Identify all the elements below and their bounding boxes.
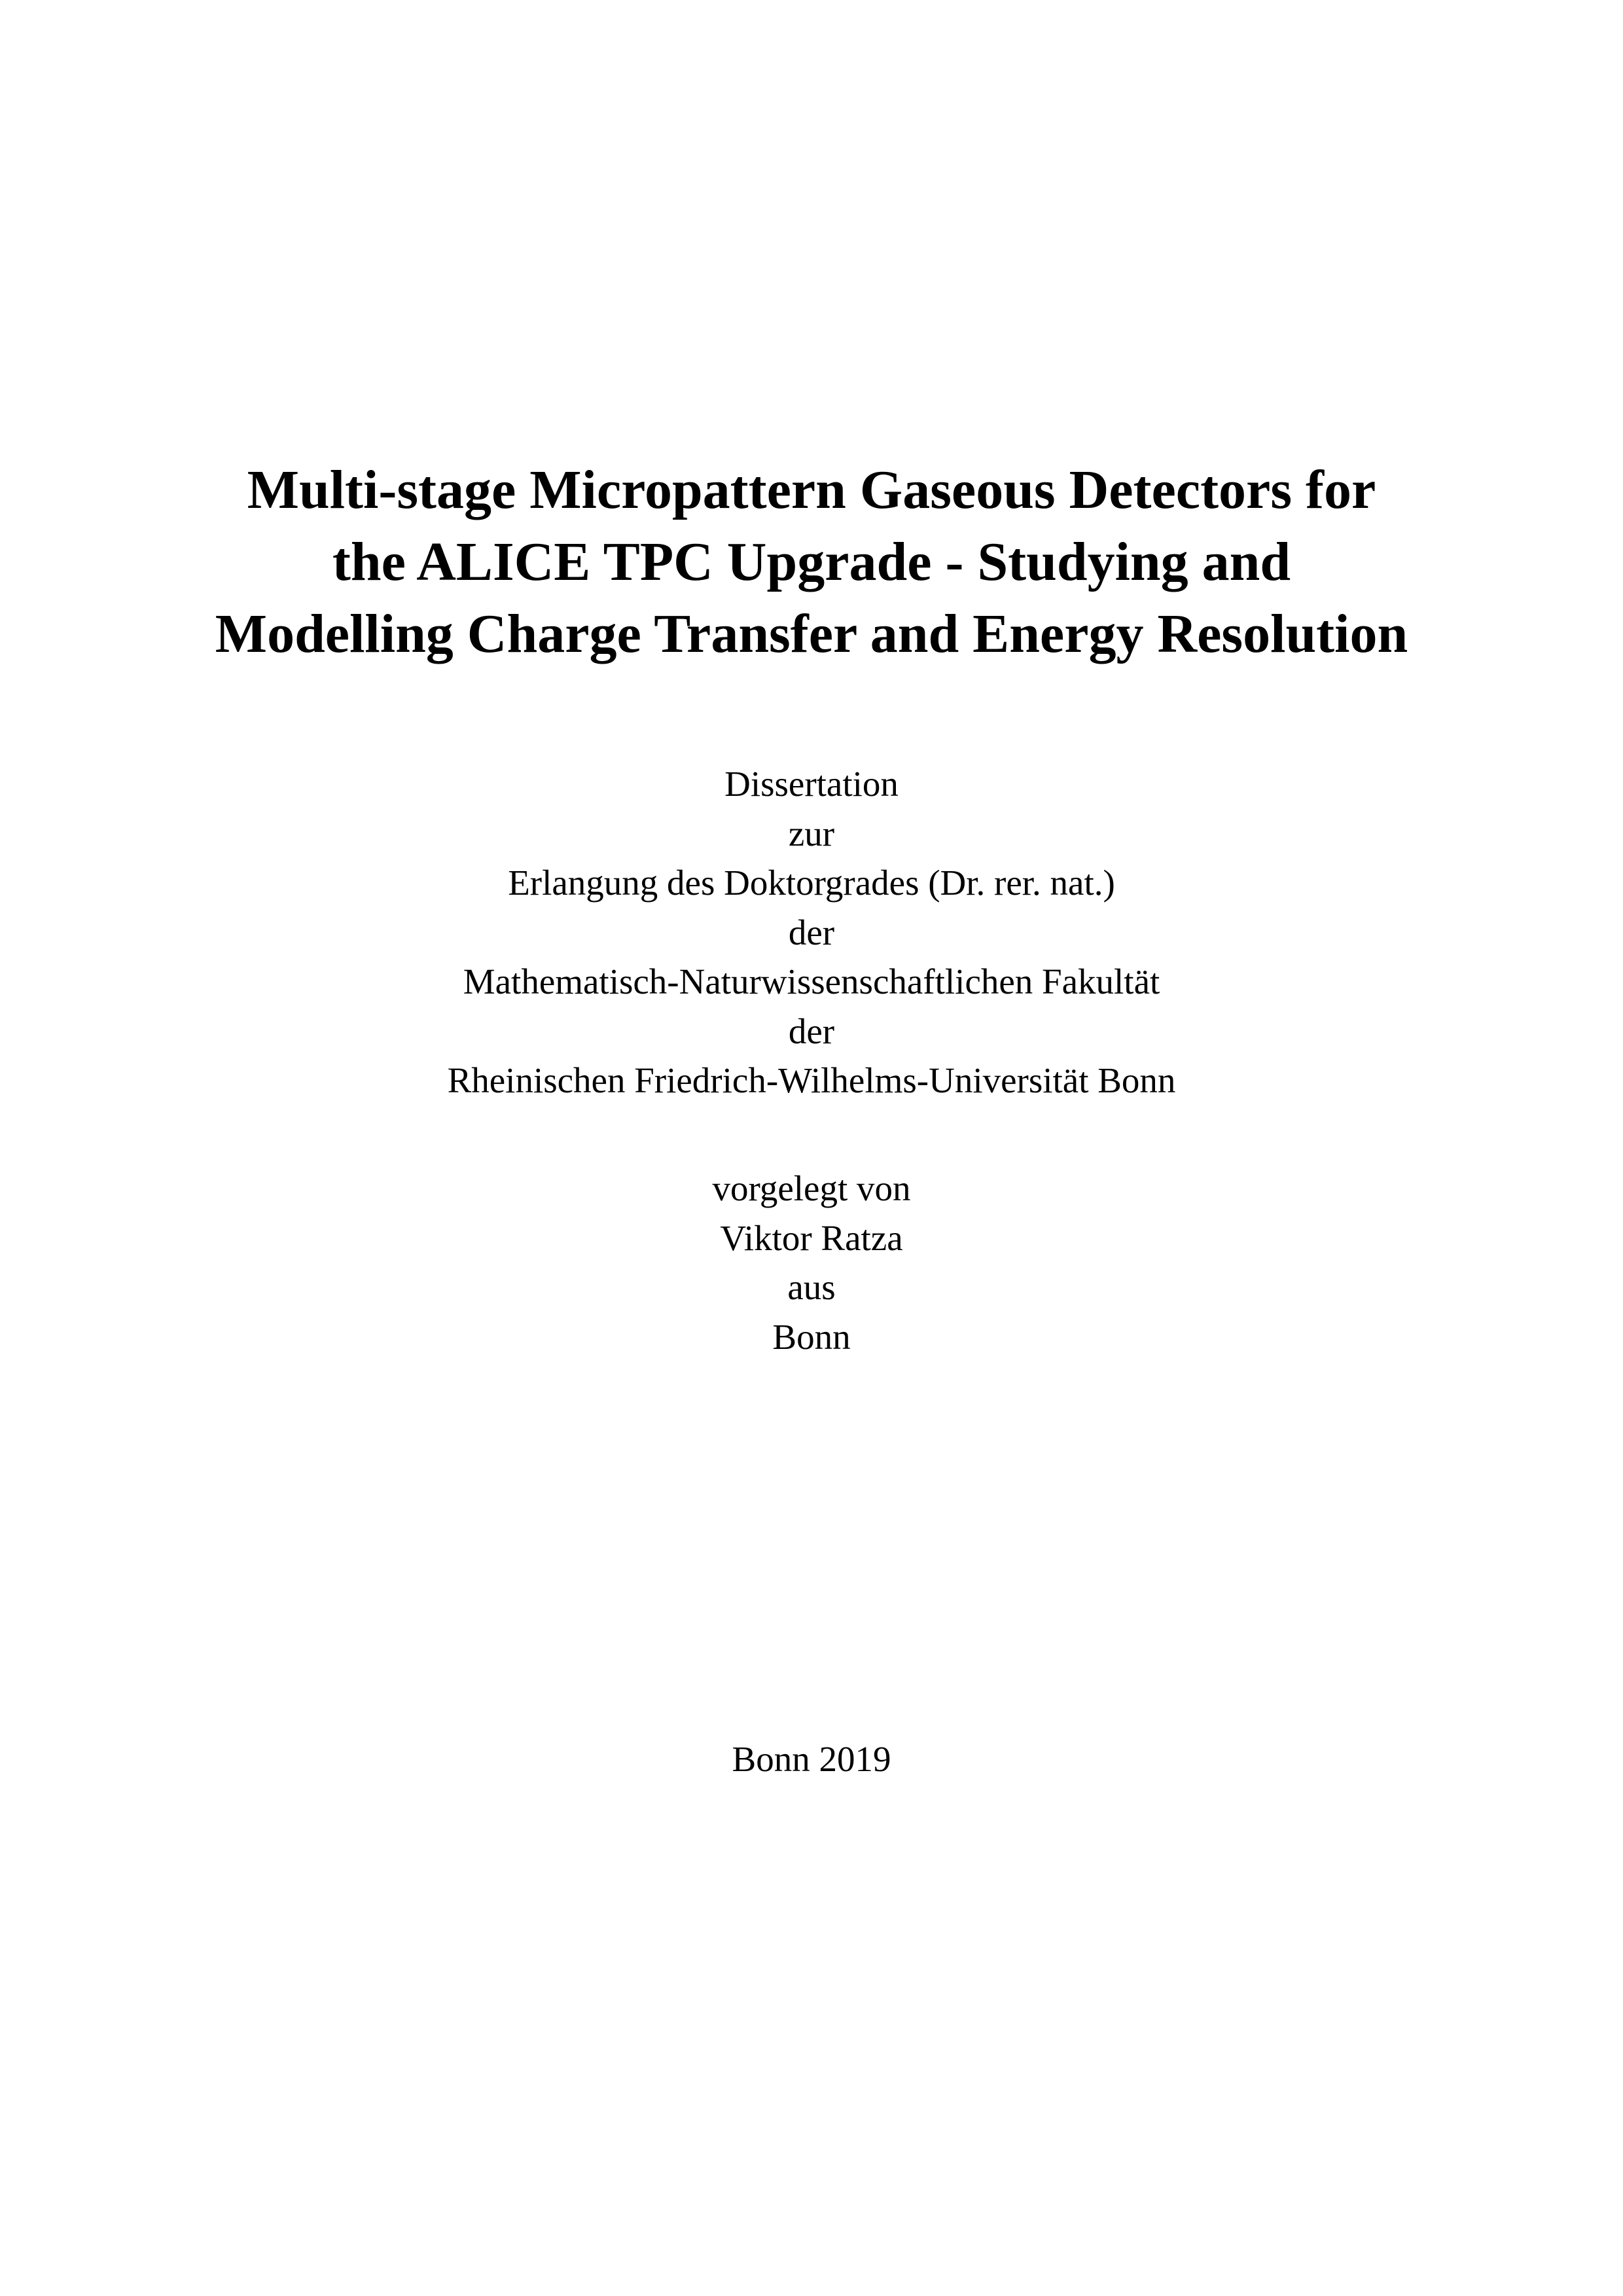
dissertation-line-4: der bbox=[788, 912, 835, 952]
thesis-title bbox=[0, 454, 1623, 670]
dissertation-statement bbox=[0, 759, 1623, 1105]
title-line-2: the ALICE TPC Upgrade - Studying and bbox=[332, 531, 1291, 592]
title-line-3: Modelling Charge Transfer and Energy Resolution bbox=[215, 603, 1408, 664]
author-name: Viktor Ratza bbox=[720, 1217, 903, 1258]
dissertation-line-6: der bbox=[788, 1011, 835, 1051]
author-line-1: vorgelegt von bbox=[712, 1168, 911, 1208]
title-line-1: Multi-stage Micropattern Gaseous Detectors for bbox=[247, 459, 1376, 520]
place-date bbox=[0, 1734, 1623, 1784]
author-statement bbox=[0, 1164, 1623, 1361]
author-origin: Bonn bbox=[772, 1316, 851, 1357]
author-line-3: aus bbox=[787, 1267, 836, 1307]
dissertation-line-1: Dissertation bbox=[724, 764, 899, 804]
dissertation-line-2: zur bbox=[788, 813, 835, 853]
dissertation-line-7: Rheinischen Friedrich-Wilhelms-Universität Bonn bbox=[447, 1060, 1176, 1100]
place-date-text: Bonn 2019 bbox=[732, 1739, 891, 1779]
dissertation-line-5: Mathematisch-Naturwissenschaftlichen Fakultät bbox=[463, 961, 1160, 1001]
dissertation-line-3: Erlangung des Doktorgrades (Dr. rer. nat.) bbox=[508, 863, 1115, 903]
